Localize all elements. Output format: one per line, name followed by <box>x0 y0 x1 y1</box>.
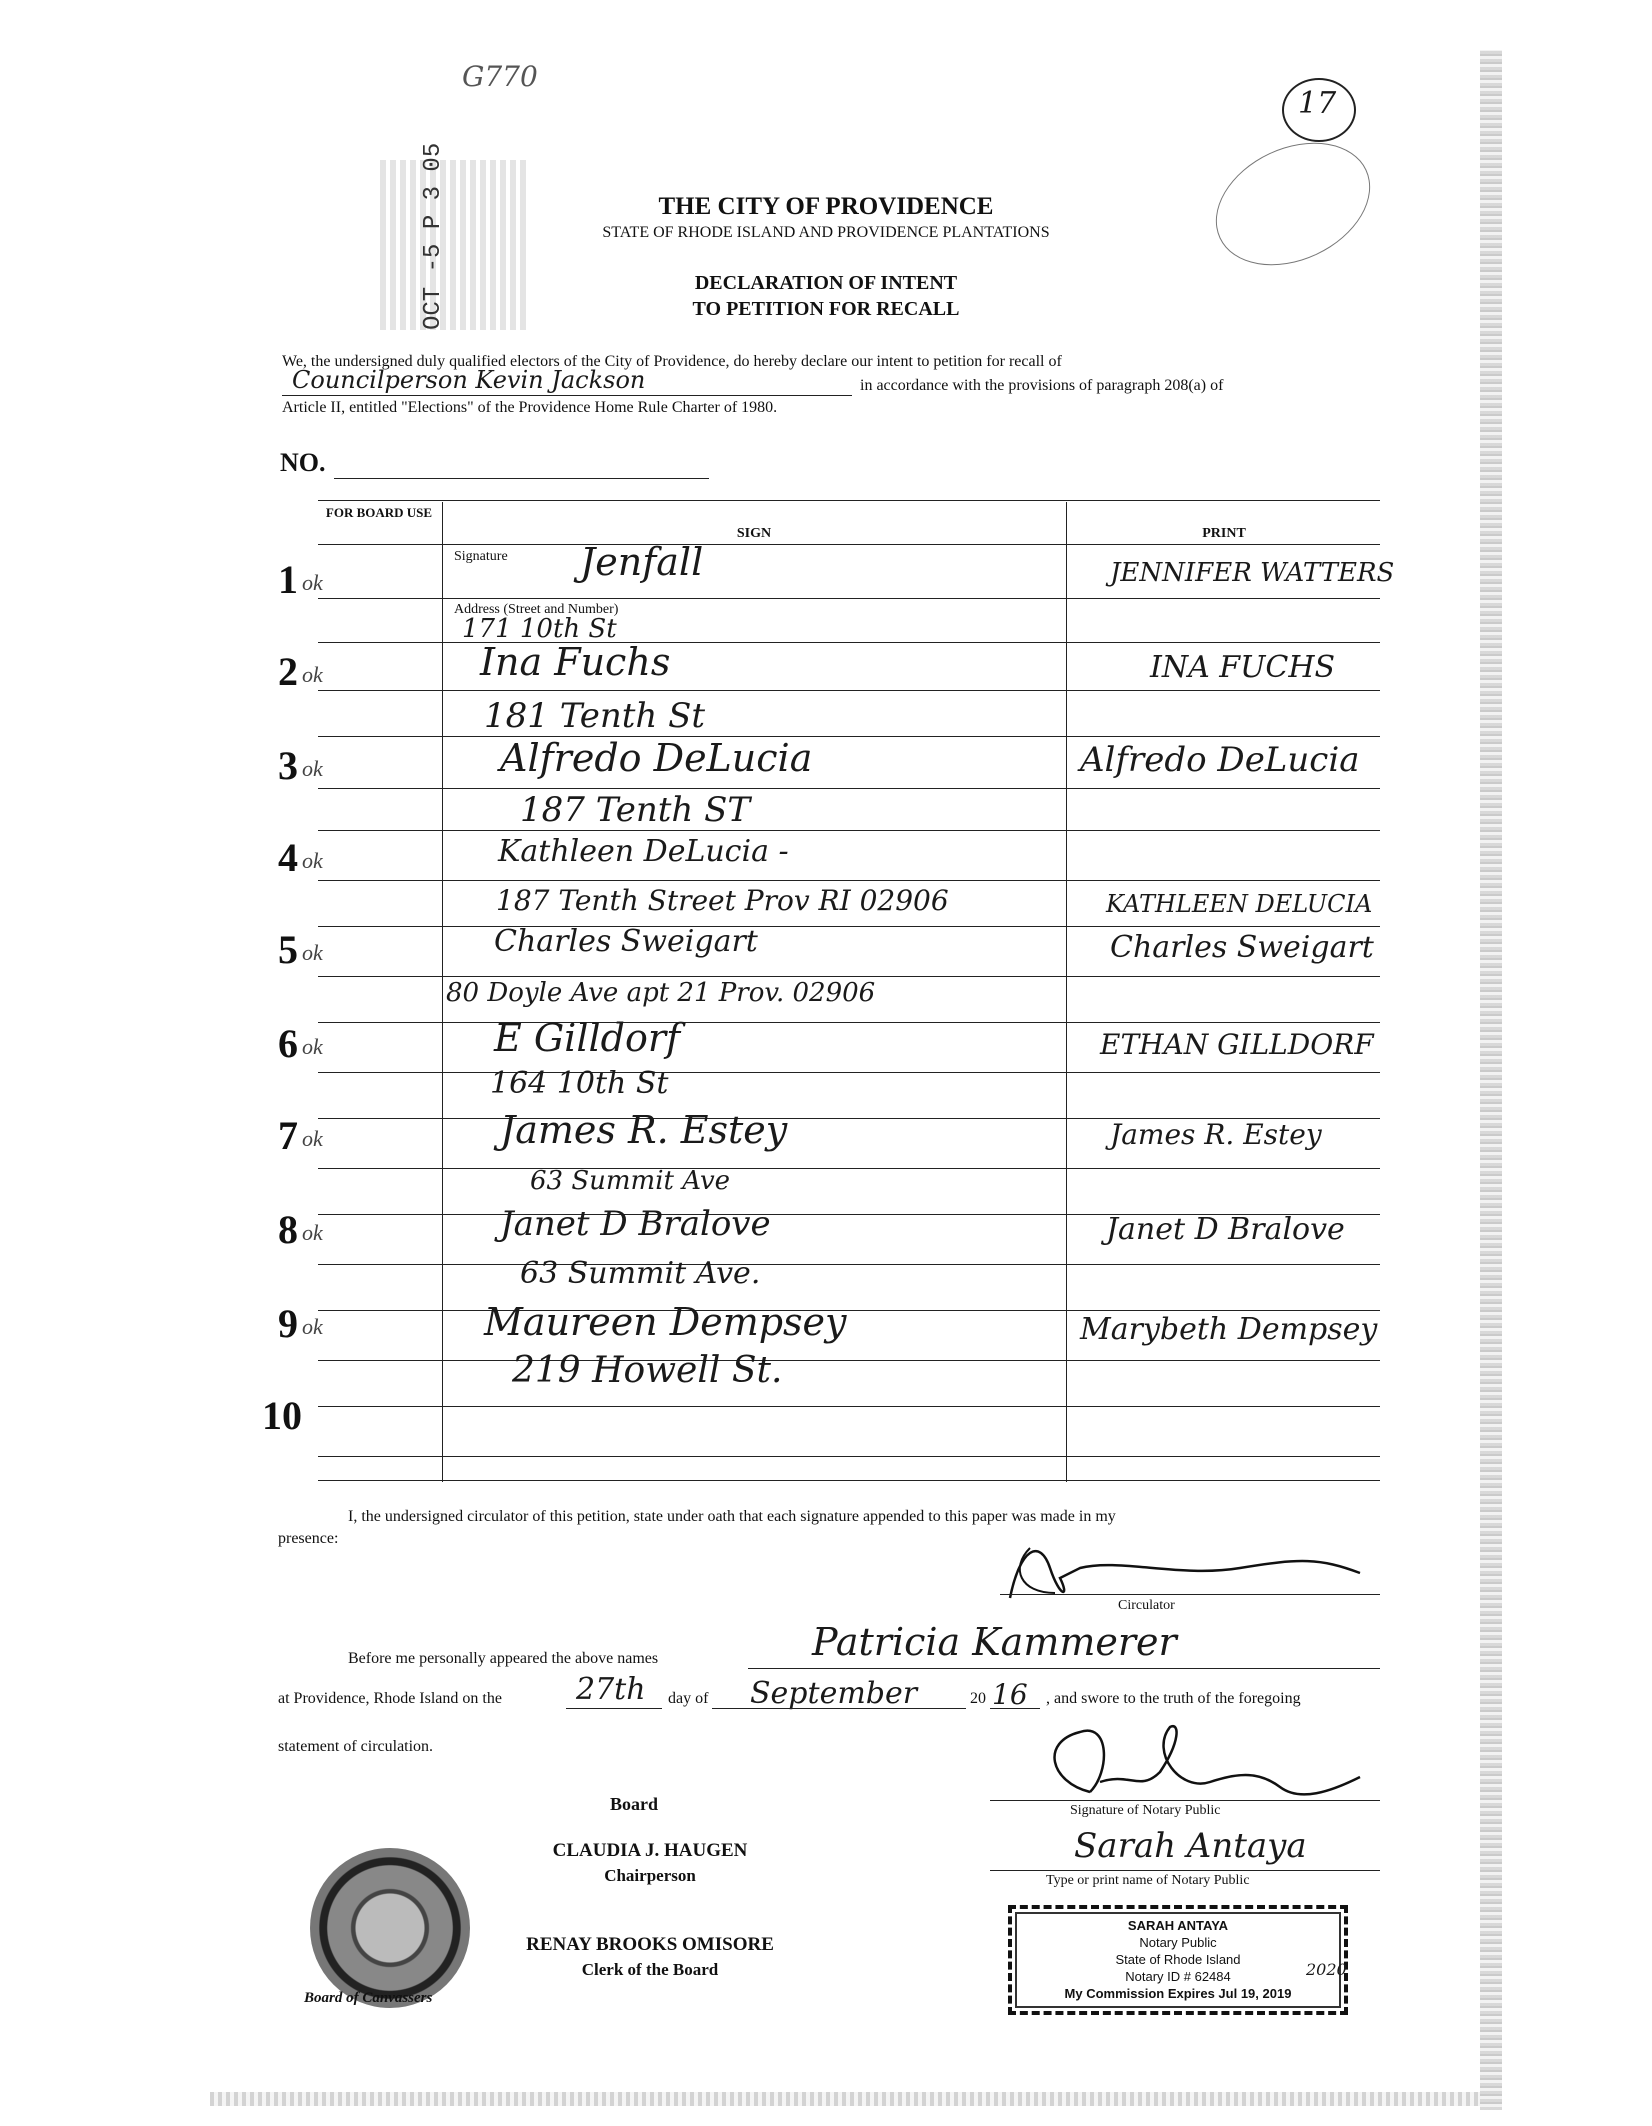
row-rule <box>318 1264 1380 1265</box>
appeared-name: Patricia Kammerer <box>812 1620 1177 1664</box>
notary-correction: 2020 <box>1306 1960 1347 1979</box>
row-address: 187 Tenth ST <box>520 790 751 830</box>
address-label: Address (Street and Number) <box>454 602 619 617</box>
intro-line3: Article II, entitled "Elections" of the Providence Home Rule Charter of 1980. <box>282 399 778 416</box>
row-number: 3 <box>278 743 298 788</box>
col-sign: SIGN <box>736 526 772 541</box>
row-rule <box>318 1022 1380 1023</box>
circulator-line <box>1000 1594 1380 1595</box>
row-rule <box>318 1310 1380 1311</box>
row-rule <box>318 736 1380 737</box>
row-number: 4 <box>278 835 298 880</box>
row-address: 63 Summit Ave. <box>520 1256 761 1291</box>
row-print-name: James R. Estey <box>1110 1118 1322 1151</box>
city-title: THE CITY OF PROVIDENCE <box>658 193 994 220</box>
row-rule <box>318 976 1380 977</box>
intro-line2: in accordance with the provisions of paragraph 208(a) of <box>860 377 1224 394</box>
row-number: 10 <box>262 1393 302 1438</box>
row-address: 171 10th St <box>462 614 617 644</box>
row-signature: Kathleen DeLucia - <box>498 834 789 869</box>
intro-line1: We, the undersigned duly qualified electors of the City of Providence, do hereby declare our intent to petition for recall of <box>282 353 1062 370</box>
circulator-signature <box>1000 1538 1380 1608</box>
received-stamp-text: OCT -5 P 3 05 <box>420 142 447 330</box>
row-rule <box>318 1072 1380 1073</box>
notary-stamp-name: SARAH ANTAYA <box>1127 1918 1229 1933</box>
statement-of-circulation: statement of circulation. <box>278 1738 434 1755</box>
row-rule <box>318 1456 1380 1457</box>
chair-title: Chairperson <box>604 1866 696 1885</box>
row-print-name: Marybeth Dempsey <box>1080 1312 1378 1347</box>
declaration-line2: TO PETITION FOR RECALL <box>692 298 960 320</box>
row-rule <box>318 1360 1380 1361</box>
notary-day: 27th <box>576 1672 646 1707</box>
row-print-name: Janet D Bralove <box>1106 1212 1345 1247</box>
circulator-statement-end: presence: <box>278 1530 339 1547</box>
month-line <box>712 1708 966 1709</box>
row-address: 164 10th St <box>490 1066 669 1101</box>
row-address: 63 Summit Ave <box>530 1166 731 1196</box>
chair-name: CLAUDIA J. HAUGEN <box>552 1840 748 1861</box>
row-rule <box>318 1168 1380 1169</box>
row-rule <box>318 598 1380 599</box>
row-number: 8 <box>278 1207 298 1252</box>
table-header-rule <box>318 544 1380 545</box>
clerk-title: Clerk of the Board <box>581 1960 719 1979</box>
at-providence-text: at Providence, Rhode Island on the <box>278 1690 502 1707</box>
board-label: Board <box>610 1794 659 1814</box>
row-print-name: KATHLEEN DELUCIA <box>1106 890 1373 918</box>
row-print-name: INA FUCHS <box>1150 650 1336 685</box>
notary-print-label: Type or print name of Notary Public <box>1046 1873 1250 1888</box>
row-number: 9 <box>278 1301 298 1346</box>
row-number: 6 <box>278 1021 298 1066</box>
circulator-statement: I, the undersigned circulator of this petition, state under oath that each signature appended to this paper was made in my <box>348 1508 1116 1525</box>
board-ok-mark: ok <box>302 1034 323 1059</box>
row-rule <box>318 1480 1380 1481</box>
circulator-label: Circulator <box>1118 1598 1175 1613</box>
board-ok-mark: ok <box>302 848 323 873</box>
scan-edge-artifact <box>1480 50 1502 2110</box>
swore-text: , and swore to the truth of the foregoing <box>1046 1690 1301 1707</box>
notary-stamp-title: Notary Public <box>1139 1935 1217 1950</box>
table-top-rule <box>318 500 1380 501</box>
board-ok-mark: ok <box>302 1126 323 1151</box>
row-address: 181 Tenth St <box>484 696 706 736</box>
recall-subject-line <box>282 395 852 396</box>
row-number: 5 <box>278 927 298 972</box>
row-signature: Maureen Dempsey <box>484 1300 847 1344</box>
city-seal-icon <box>310 1848 470 2008</box>
row-number: 7 <box>278 1113 298 1158</box>
no-label: NO. <box>280 448 326 477</box>
board-ok-mark: ok <box>302 1220 323 1245</box>
row-signature: Jenfall <box>580 540 704 584</box>
day-of-text: day of <box>668 1690 709 1707</box>
before-me-text: Before me personally appeared the above names <box>348 1650 659 1667</box>
row-rule <box>318 830 1380 831</box>
declaration-line1: DECLARATION OF INTENT <box>694 272 958 294</box>
row-rule <box>318 1406 1380 1407</box>
row-rule <box>318 926 1380 927</box>
col-board-use: FOR BOARD USE <box>325 505 433 520</box>
row-print-name: JENNIFER WATTERS <box>1110 558 1395 588</box>
signature-label: Signature <box>454 549 508 564</box>
year-suffix: 16 <box>992 1678 1028 1711</box>
scan-bottom-artifact <box>210 2092 1480 2106</box>
notary-sig-label: Signature of Notary Public <box>1070 1803 1221 1818</box>
row-number: 2 <box>278 649 298 694</box>
table-col-divider-2 <box>1066 502 1067 1482</box>
row-print-name: ETHAN GILLDORF <box>1100 1028 1374 1061</box>
doc-number-top: G770 <box>462 60 538 93</box>
notary-stamp-id: Notary ID # 62484 <box>1125 1969 1231 1984</box>
board-ok-mark: ok <box>302 570 323 595</box>
row-address: 80 Doyle Ave apt 21 Prov. 02906 <box>446 978 876 1008</box>
recall-subject-handwritten: Councilperson Kevin Jackson <box>292 366 646 394</box>
row-number: 1 <box>278 557 298 602</box>
year-line <box>990 1708 1040 1709</box>
clerk-name: RENAY BROOKS OMISORE <box>526 1934 774 1955</box>
notary-name-handwritten: Sarah Antaya <box>1074 1826 1307 1866</box>
row-print-name: Charles Sweigart <box>1110 930 1374 965</box>
notary-stamp <box>1008 1905 1348 2015</box>
year-prefix: 20 <box>970 1690 986 1707</box>
row-rule <box>318 788 1380 789</box>
appeared-name-line <box>748 1668 1380 1669</box>
row-signature: Charles Sweigart <box>494 924 758 959</box>
no-underline <box>334 478 709 479</box>
board-ok-mark: ok <box>302 756 323 781</box>
notary-stamp-state: State of Rhode Island <box>1115 1952 1241 1967</box>
row-rule <box>318 880 1380 881</box>
board-ok-mark: ok <box>302 940 323 965</box>
row-address: 219 Howell St. <box>512 1350 783 1391</box>
board-of-canvassers: Board of Canvassers <box>304 1990 433 2006</box>
board-ok-mark: ok <box>302 662 323 687</box>
notary-stamp-expires: My Commission Expires Jul 19, 2019 <box>1064 1986 1292 2001</box>
row-rule <box>318 690 1380 691</box>
col-print: PRINT <box>1202 526 1246 541</box>
notary-signature <box>1030 1712 1370 1812</box>
notary-sig-line <box>990 1800 1380 1801</box>
row-signature: Alfredo DeLucia <box>500 736 813 780</box>
notary-print-line <box>990 1870 1380 1871</box>
state-subtitle: STATE OF RHODE ISLAND AND PROVIDENCE PLANTATIONS <box>602 224 1050 241</box>
row-print-name: Alfredo DeLucia <box>1080 740 1360 780</box>
row-signature: Ina Fuchs <box>480 640 671 684</box>
day-line <box>566 1708 662 1709</box>
notary-month: September <box>750 1676 918 1711</box>
row-signature: E Gilldorf <box>494 1016 681 1060</box>
row-address: 187 Tenth Street Prov RI 02906 <box>496 884 949 917</box>
row-signature: Janet D Bralove <box>500 1204 771 1244</box>
table-col-divider-1 <box>442 502 443 1482</box>
board-ok-mark: ok <box>302 1314 323 1339</box>
row-signature: James R. Estey <box>500 1108 788 1152</box>
circled-number: 17 <box>1298 86 1337 121</box>
